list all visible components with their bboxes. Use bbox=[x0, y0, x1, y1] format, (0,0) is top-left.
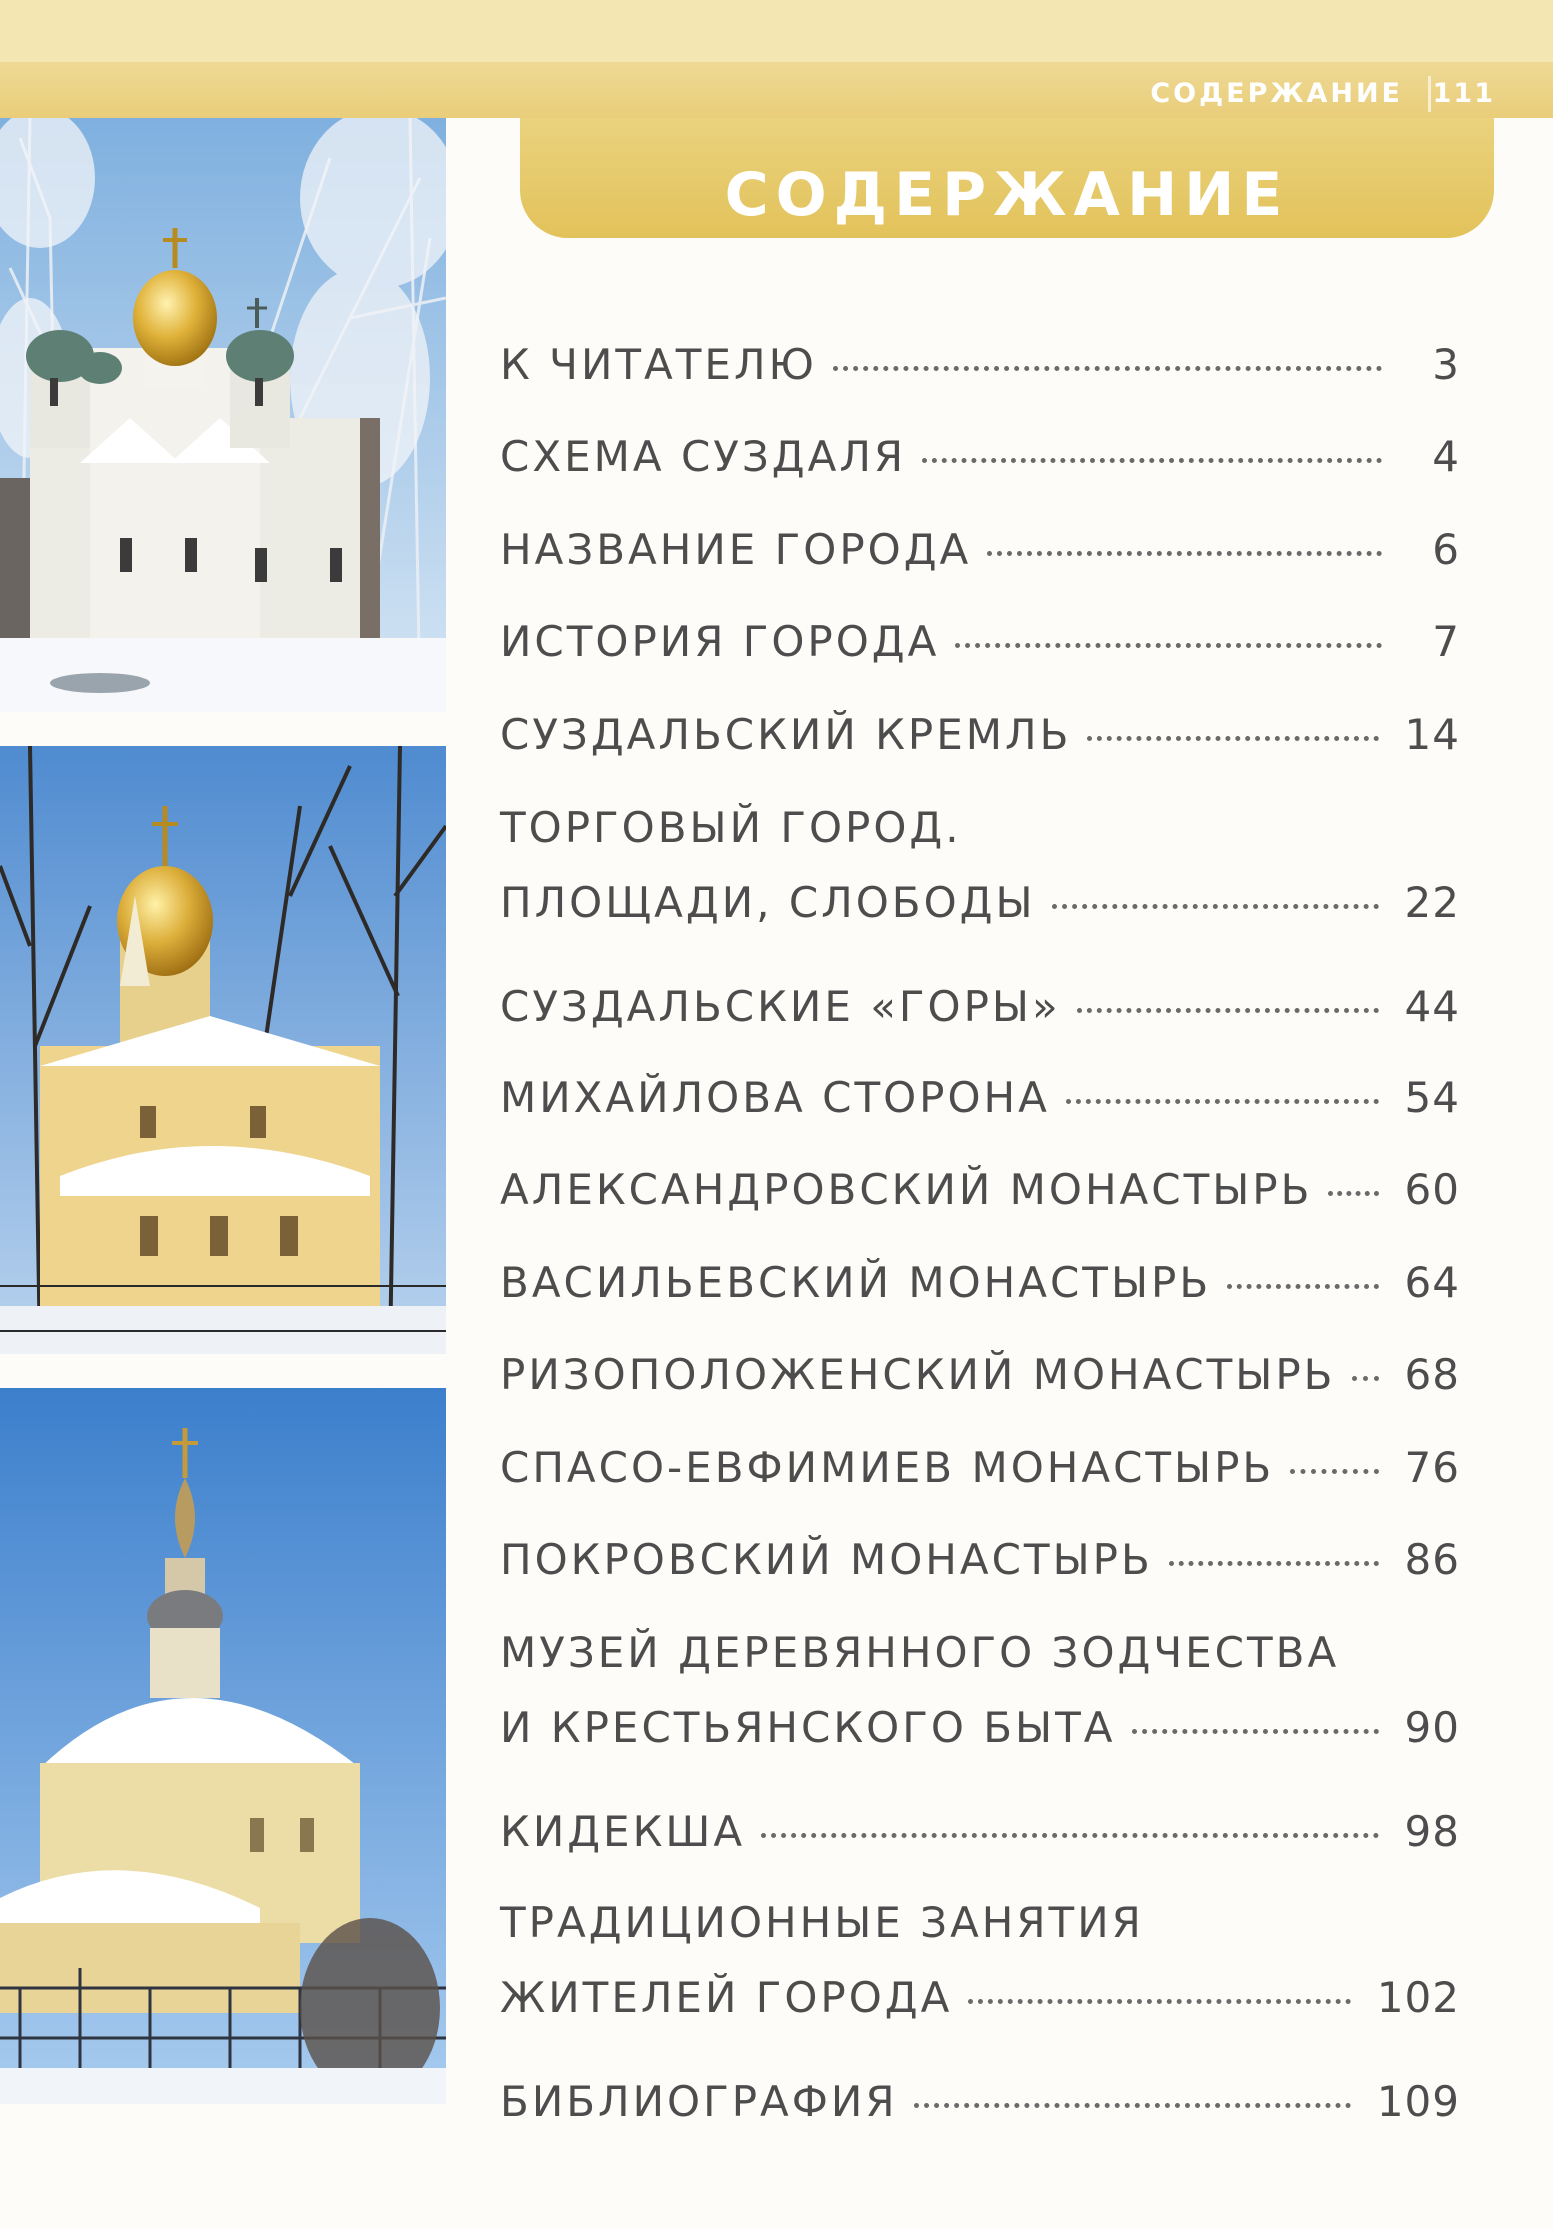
toc-entry-title-line1: ТРАДИЦИОННЫЕ ЗАНЯТИЯ bbox=[500, 1898, 1144, 1947]
toc-entry-title: СПАСО-ЕВФИМИЕВ МОНАСТЫРЬ bbox=[500, 1443, 1275, 1492]
toc-dot-leader bbox=[1290, 1469, 1378, 1474]
top-light-band bbox=[0, 0, 1553, 62]
rotunda-church-photo bbox=[0, 1388, 446, 2104]
toc-entry-page-number: 86 bbox=[1404, 1535, 1460, 1584]
toc-dot-leader bbox=[1132, 1729, 1379, 1734]
toc-dot-leader bbox=[1328, 1191, 1378, 1196]
toc-entry-title: НАЗВАНИЕ ГОРОДА bbox=[500, 525, 972, 574]
toc-entry-title: БИБЛИОГРАФИЯ bbox=[500, 2077, 898, 2126]
toc-dot-leader bbox=[987, 551, 1382, 556]
toc-entry-title: ЖИТЕЛЕЙ ГОРОДА bbox=[500, 1973, 953, 2022]
toc-dot-leader bbox=[1352, 1376, 1379, 1381]
toc-entry-page-number: 64 bbox=[1404, 1258, 1460, 1307]
page-title: СОДЕРЖАНИЕ bbox=[724, 160, 1290, 230]
toc-entry-title: КИДЕКША bbox=[500, 1807, 746, 1856]
toc-entry bbox=[500, 1535, 1460, 1591]
toc-dot-leader bbox=[968, 1999, 1350, 2004]
toc-entry-title-line1: МУЗЕЙ ДЕРЕВЯННОГО ЗОДЧЕСТВА bbox=[500, 1628, 1340, 1677]
toc-entry-title: ПОКРОВСКИЙ МОНАСТЫРЬ bbox=[500, 1535, 1153, 1584]
toc-entry bbox=[500, 1628, 1460, 1759]
toc-dot-leader bbox=[761, 1833, 1378, 1838]
toc-entry bbox=[500, 1443, 1460, 1499]
toc-entry-page-number: 14 bbox=[1404, 710, 1460, 759]
toc-entry-title: РИЗОПОЛОЖЕНСКИЙ МОНАСТЫРЬ bbox=[500, 1350, 1336, 1399]
toc-entry-title-line1: ТОРГОВЫЙ ГОРОД. bbox=[500, 803, 962, 852]
toc-entry-page-number: 22 bbox=[1404, 878, 1460, 927]
toc-entry bbox=[500, 525, 1460, 581]
toc-dot-leader bbox=[1077, 1008, 1379, 1013]
title-tab bbox=[520, 118, 1494, 238]
toc-entry-page-number: 98 bbox=[1404, 1807, 1460, 1856]
toc-entry bbox=[500, 340, 1460, 396]
toc-entry bbox=[500, 617, 1460, 673]
toc-entry bbox=[500, 1258, 1460, 1314]
toc-entry-page-number: 102 bbox=[1376, 1973, 1460, 2022]
toc-entry-title: СУЗДАЛЬСКИЙ КРЕМЛЬ bbox=[500, 710, 1072, 759]
toc-entry-page-number: 3 bbox=[1432, 340, 1460, 389]
toc-entry bbox=[500, 1898, 1460, 2029]
toc-entry-title: АЛЕКСАНДРОВСКИЙ МОНАСТЫРЬ bbox=[500, 1165, 1313, 1214]
toc-entry bbox=[500, 803, 1460, 934]
toc-entry bbox=[500, 2077, 1460, 2133]
toc-dot-leader bbox=[955, 643, 1382, 648]
running-header-label: СОДЕРЖАНИЕ bbox=[1150, 78, 1403, 109]
toc-entry-page-number: 109 bbox=[1376, 2077, 1460, 2126]
toc-dot-leader bbox=[1227, 1284, 1378, 1289]
toc-entry-title: ИСТОРИЯ ГОРОДА bbox=[500, 617, 940, 666]
toc-entry-title: К ЧИТАТЕЛЮ bbox=[500, 340, 817, 389]
cathedral-winter-photo bbox=[0, 118, 446, 712]
toc-dot-leader bbox=[1052, 904, 1379, 909]
toc-entry bbox=[500, 710, 1460, 766]
church-golden-dome-photo bbox=[0, 746, 446, 1354]
toc-dot-leader bbox=[1087, 736, 1378, 741]
header-separator bbox=[1428, 76, 1431, 112]
toc-entry-page-number: 68 bbox=[1404, 1350, 1460, 1399]
toc-entry bbox=[500, 1165, 1460, 1221]
toc-entry bbox=[500, 1807, 1460, 1863]
toc-dot-leader bbox=[1169, 1561, 1379, 1566]
toc-entry-title: ВАСИЛЬЕВСКИЙ МОНАСТЫРЬ bbox=[500, 1258, 1212, 1307]
toc-entry-page-number: 90 bbox=[1404, 1703, 1460, 1752]
toc-entry-title: СХЕМА СУЗДАЛЯ bbox=[500, 432, 907, 481]
toc-dot-leader bbox=[914, 2103, 1351, 2108]
toc-entry-title: ПЛОЩАДИ, СЛОБОДЫ bbox=[500, 878, 1036, 927]
toc-entry-page-number: 60 bbox=[1404, 1165, 1460, 1214]
toc-entry-title: СУЗДАЛЬСКИЕ «ГОРЫ» bbox=[500, 982, 1061, 1031]
toc-entry-page-number: 54 bbox=[1404, 1073, 1460, 1122]
running-header-page-number: 111 bbox=[1432, 78, 1495, 109]
toc-entry-page-number: 7 bbox=[1432, 617, 1460, 666]
toc-entry bbox=[500, 1073, 1460, 1129]
toc-entry-page-number: 4 bbox=[1432, 432, 1460, 481]
toc-entry-title: И КРЕСТЬЯНСКОГО БЫТА bbox=[500, 1703, 1116, 1752]
toc-entry-page-number: 76 bbox=[1404, 1443, 1460, 1492]
toc-dot-leader bbox=[833, 366, 1382, 371]
toc-entry-page-number: 6 bbox=[1432, 525, 1460, 574]
toc-entry bbox=[500, 1350, 1460, 1406]
toc-entry-page-number: 44 bbox=[1404, 982, 1460, 1031]
toc-entry bbox=[500, 982, 1460, 1038]
toc-dot-leader bbox=[1066, 1099, 1379, 1104]
toc-entry bbox=[500, 432, 1460, 488]
toc-entry-title: МИХАЙЛОВА СТОРОНА bbox=[500, 1073, 1050, 1122]
toc-dot-leader bbox=[922, 458, 1382, 463]
